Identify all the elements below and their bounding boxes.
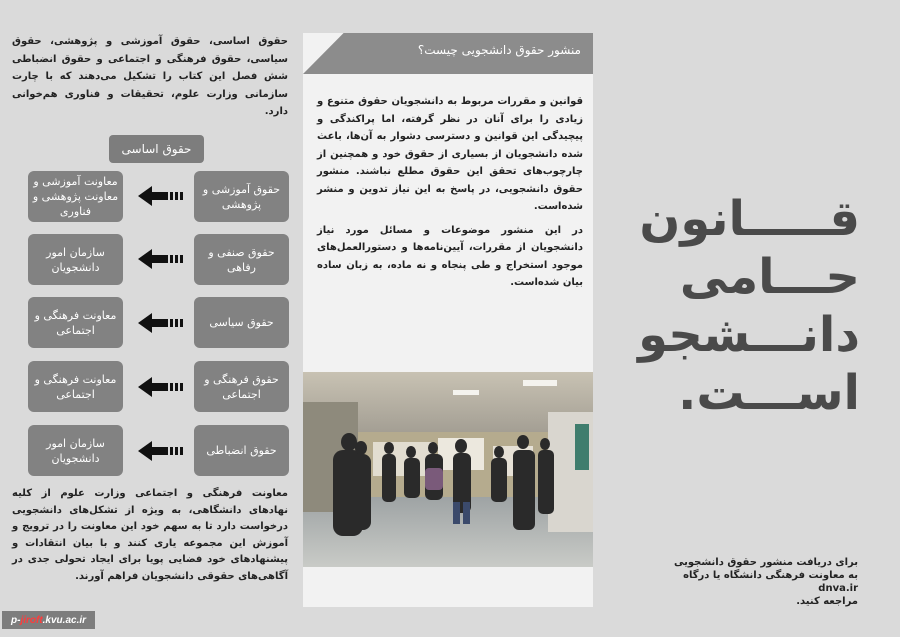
charter-body: [317, 93, 583, 298]
rights-box-cultural: حقوق فرهنگی و اجتماعی: [194, 361, 289, 412]
charter-paragraph-2: در این منشور موضوعات و مسائل مورد نیاز دانشجویان از مقررات، آیین‌نامه‌ها و دستورالعمل‌های موجود استخراج و طی پنجاه و نه ماده، به زبان ساده بیان شده‌است.: [317, 224, 583, 288]
left-intro-text: حقوق اساسی، حقوق آموزشی و پژوهشی، حقوق سیاسی، حقوق فرهنگی و اجتماعی و حقوق انضباطی شش فصل این کتاب را تشکیل می‌دهند که با چارت سازمانی وزارت علوم، تحقیقات و فناوری هم‌خوانی دارد.: [12, 36, 288, 117]
rights-box-political: حقوق سیاسی: [194, 297, 289, 348]
office-box-education: معاونت آموزشی و معاونت پژوهشی و فناوری: [28, 171, 123, 222]
office-box-welfare: سازمان امور دانشجویان: [28, 234, 123, 285]
note-line-1: برای دریافت منشور حقوق دانشجویی: [674, 557, 858, 568]
site-accent: jiroft: [20, 614, 43, 626]
arrow-left-icon: [138, 247, 184, 271]
arrow-left-icon: [138, 375, 184, 399]
charter-header-title: منشور حقوق دانشجویی چیست؟: [417, 43, 581, 57]
main-slogan: [630, 190, 860, 422]
office-box-disciplinary: سازمان امور دانشجویان: [28, 425, 123, 476]
slogan-line-1: قـــــانون: [639, 191, 860, 247]
site-suffix: .kvu.ac.ir: [42, 614, 87, 626]
office-box-cultural: معاونت فرهنگی و اجتماعی: [28, 361, 123, 412]
rights-box-education: حقوق آموزشی و پژوهشی: [194, 171, 289, 222]
basic-rights-heading: حقوق اساسی: [109, 135, 204, 163]
charter-panel: [303, 33, 593, 607]
left-outro-text: معاونت فرهنگی و اجتماعی وزارت علوم از کلیه نهادهای دانشگاهی، به ویژه از تشکل‌های دانشجویی درخواست دارد تا به سهم خود این معاونت را در ترویج و آموزش این مجموعه یاری کنند و با بیان انتقادات و پیشنهادهای خود فضایی پویا برای ایجاد تحولی جدی در آگاهی‌های حقوقی دانشجویان فراهم آورند.: [12, 488, 288, 582]
charter-paragraph-1: قوانین و مقررات مربوط به دانشجویان حقوق متنوع و زیادی را برای آنان در نظر گرفته، اما پراکندگی و پیچیدگی این قوانین و دسترسی دشوار به آن‌ها، باعث شده دانشجویان از بسیاری از حقوق خود و همچنین از چارچوب‌های تحقق این حقوق مطلع نباشند. منشور حقوق دانشجویی، در پاسخ به این نیاز تدوین و منشر شده‌است.: [317, 96, 583, 212]
slogan-line-3: دانـــشجو: [638, 307, 860, 363]
slogan-line-2: حـــامی: [679, 249, 860, 305]
slogan-line-4: اســـت.: [678, 365, 860, 421]
site-badge[interactable]: [2, 611, 95, 629]
arrow-left-icon: [138, 311, 184, 335]
note-line-2: به معاونت فرهنگی دانشگاه یا درگاه dnva.ir: [683, 570, 858, 594]
rights-box-disciplinary: حقوق انضباطی: [194, 425, 289, 476]
site-prefix: p-: [10, 614, 21, 626]
exhibition-photo: [303, 372, 593, 567]
office-box-political: معاونت فرهنگی و اجتماعی: [28, 297, 123, 348]
arrow-left-icon: [138, 184, 184, 208]
rights-box-welfare: حقوق صنفی و رفاهی: [194, 234, 289, 285]
arrow-left-icon: [138, 439, 184, 463]
contact-note: [640, 556, 858, 608]
note-line-3: مراجعه کنید.: [796, 596, 858, 607]
